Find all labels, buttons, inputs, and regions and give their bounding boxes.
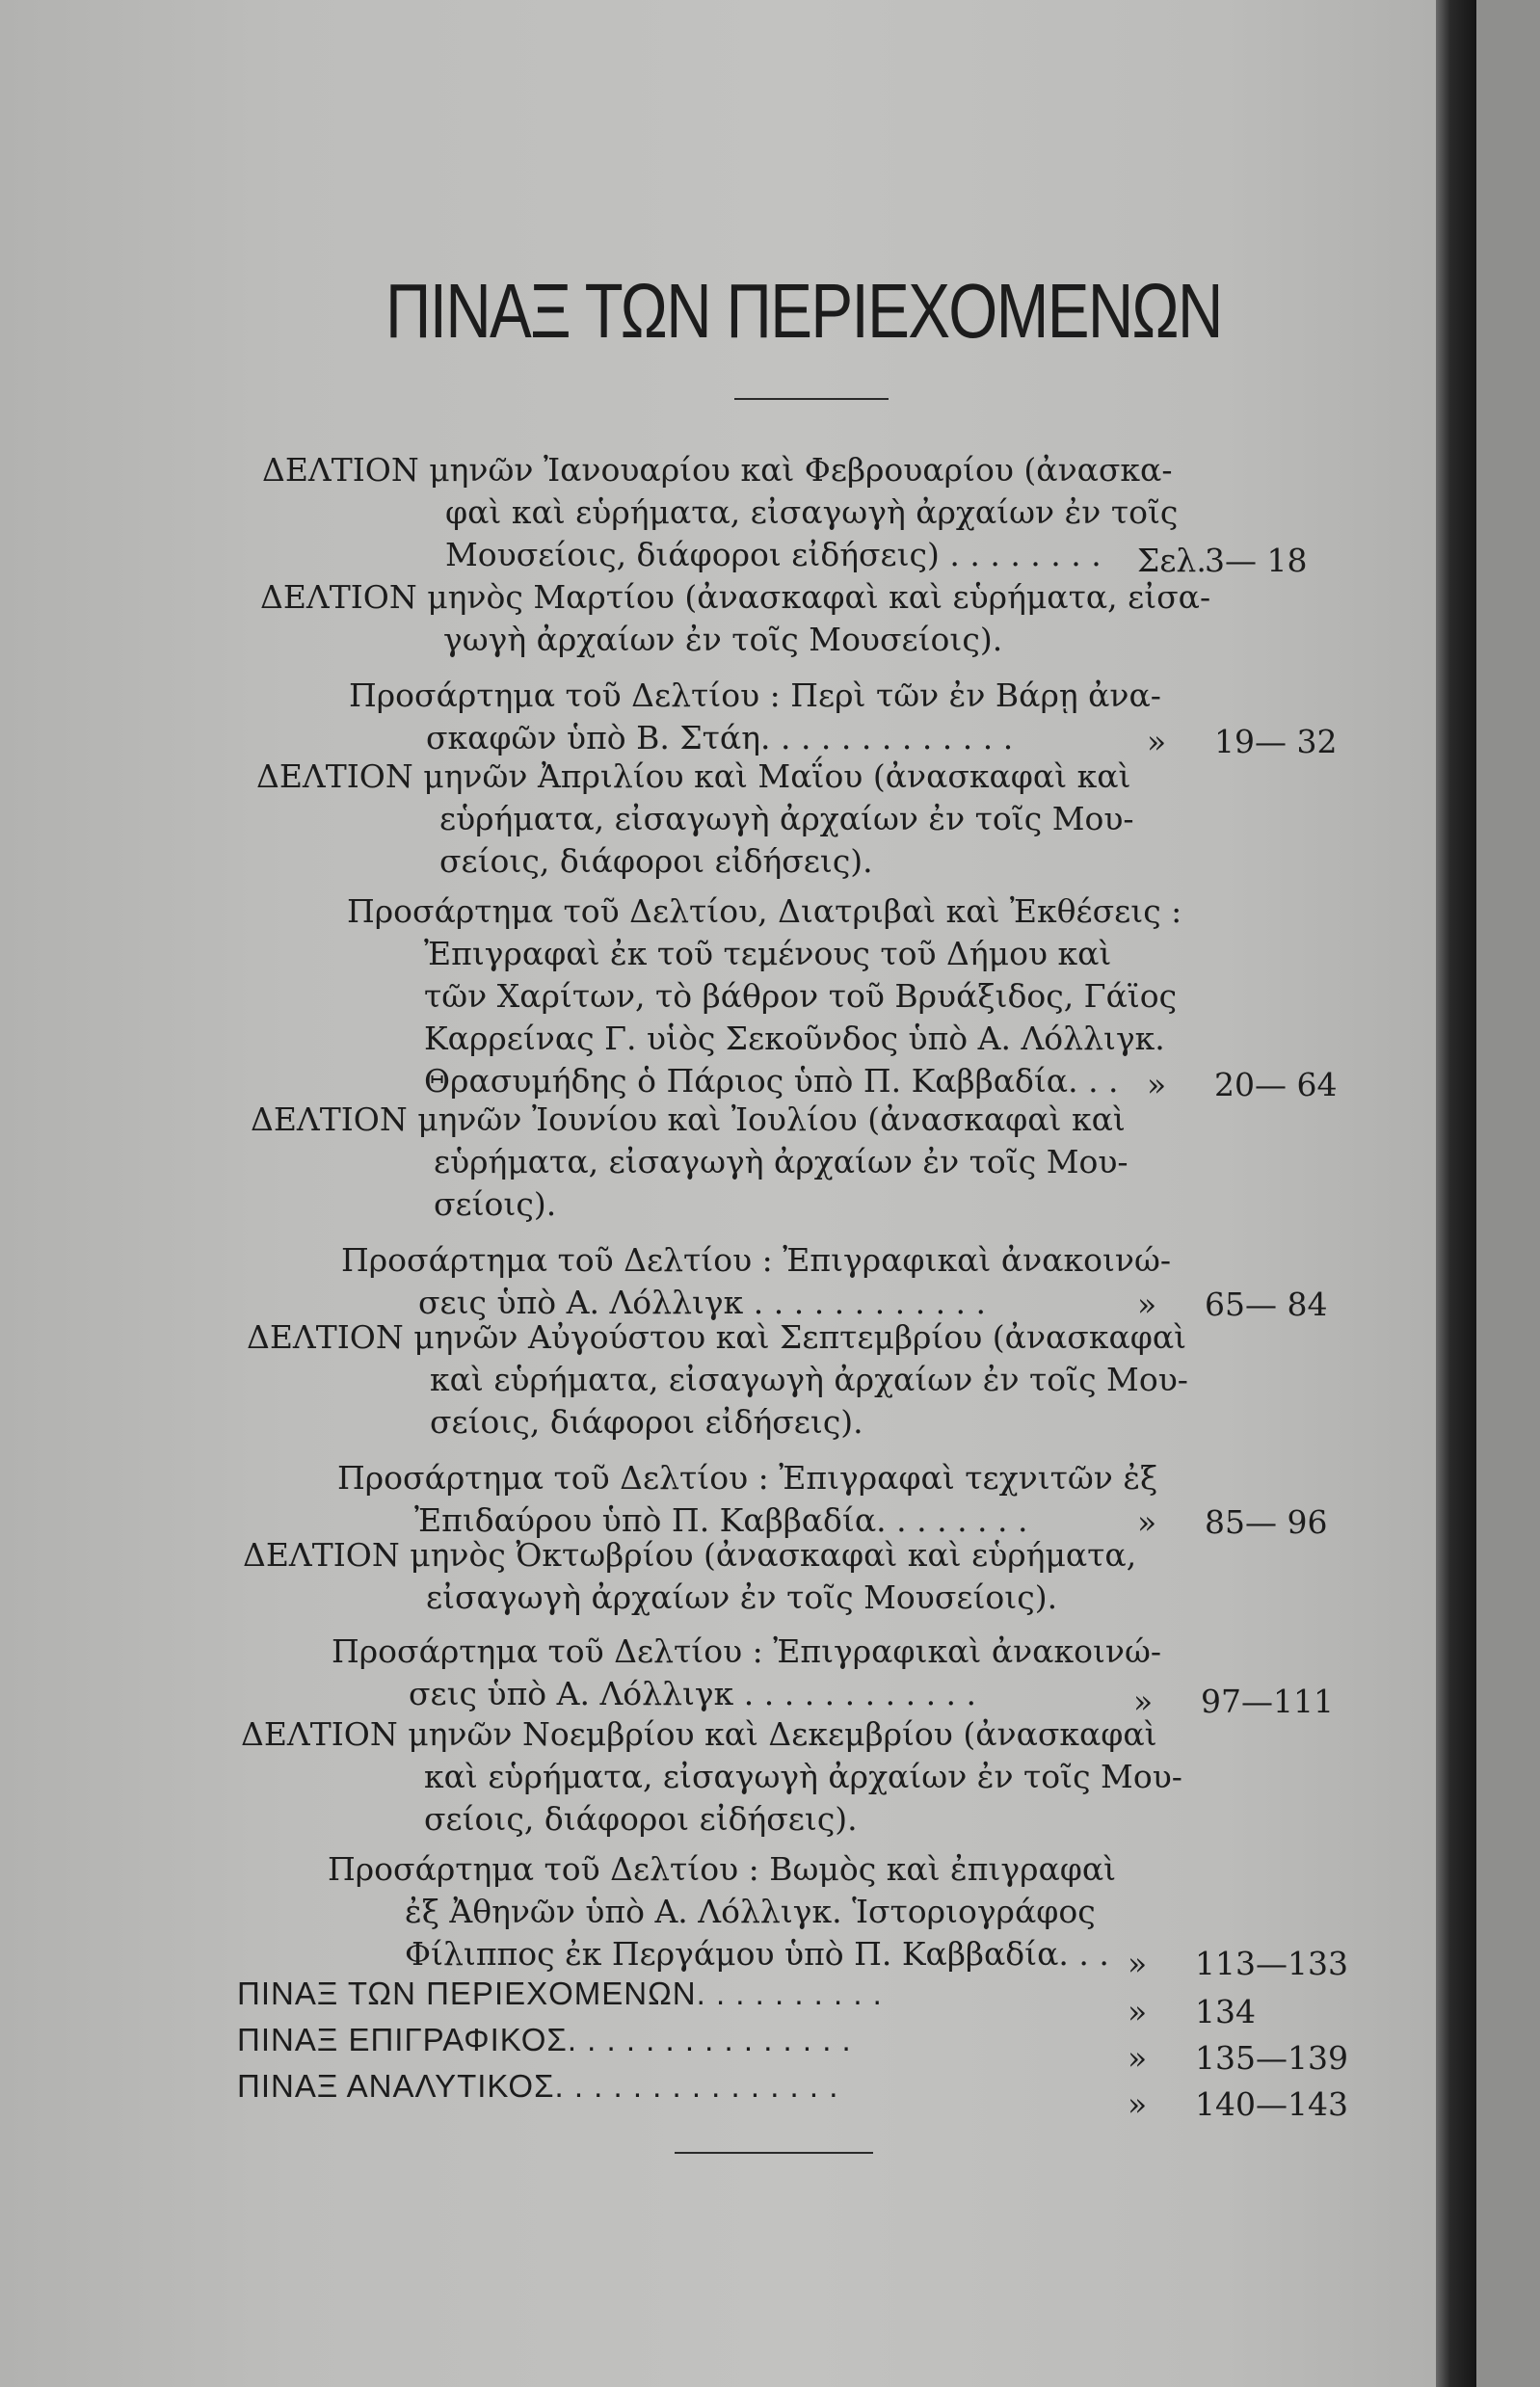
page-numbers: 85— 96 bbox=[1205, 1503, 1328, 1541]
entry-line: Ἐπιγραφαὶ ἐκ τοῦ τεμένους τοῦ Δήμου καὶ bbox=[424, 935, 1112, 972]
entry-line: ΔΕΛΤΙΟΝ μηνὸς Μαρτίου (ἀνασκαφαὶ καὶ εὑρήματα, εἰσα- bbox=[260, 578, 1211, 616]
page-marker: » bbox=[1137, 1503, 1157, 1541]
closing-rule bbox=[675, 2152, 873, 2154]
entry-line: τῶν Χαρίτων, τὸ βάθρον τοῦ Βρυάξιδος, Γάϊος bbox=[424, 977, 1178, 1015]
page-marker: » bbox=[1147, 723, 1167, 760]
entry-line: φαὶ καὶ εὑρήματα, εἰσαγωγὴ ἀρχαίων ἐν τοῖς bbox=[445, 493, 1179, 531]
entry-line: σείοις). bbox=[434, 1185, 557, 1223]
page-range bbox=[1128, 1945, 1348, 1982]
toc-supplement bbox=[349, 675, 1161, 759]
entry-line: Προσάρτημα τοῦ Δελτίου : Περὶ τῶν ἐν Βάρῃ ἀνα- bbox=[349, 676, 1161, 714]
entry-line: Προσάρτημα τοῦ Δελτίου : Βωμὸς καὶ ἐπιγραφαὶ bbox=[328, 1850, 1117, 1888]
toc-entry bbox=[241, 1713, 1182, 1841]
entry-line: Μουσείοις, διάφοροι εἰδήσεις) . . . . . . . . bbox=[445, 536, 1102, 573]
page-marker: » bbox=[1128, 2039, 1148, 2077]
entry-line: σείοις, διάφοροι εἰδήσεις). bbox=[439, 842, 873, 880]
page-marker: » bbox=[1133, 1683, 1154, 1720]
index-entry: ΠΙΝΑΞ ΕΠΙΓΡΑΦΙΚΟΣ. . . . . . . . . . . . . . . bbox=[237, 2022, 852, 2057]
entry-line: ΔΕΛΤΙΟΝ μηνῶν Ἰανουαρίου καὶ Φεβρουαρίου (ἀνασκα- bbox=[262, 451, 1173, 489]
page-numbers: 134 bbox=[1195, 1993, 1256, 2030]
entry-line: Προσάρτημα τοῦ Δελτίου, Διατριβαὶ καὶ Ἐκθέσεις : bbox=[347, 892, 1182, 930]
page-range bbox=[1128, 1993, 1340, 2030]
page-marker: » bbox=[1128, 1945, 1148, 1982]
toc-supplement bbox=[332, 1631, 1161, 1715]
entry-line: Καρρείνας Γ. υἱὸς Σεκοῦνδος ὑπὸ Α. Λόλλιγκ. bbox=[424, 1020, 1165, 1057]
entry-line: ΔΕΛΤΙΟΝ μηνῶν Ἰουνίου καὶ Ἰουλίου (ἀνασκαφαὶ καὶ bbox=[251, 1101, 1126, 1138]
toc-supplement bbox=[328, 1848, 1116, 1976]
toc-entry bbox=[260, 576, 1210, 661]
toc-entry bbox=[262, 449, 1178, 576]
page-numbers: 20— 64 bbox=[1214, 1066, 1338, 1103]
page-range bbox=[1128, 2085, 1348, 2123]
page-marker: » bbox=[1137, 1286, 1157, 1323]
scan-edge bbox=[1476, 0, 1540, 2387]
page-numbers: 65— 84 bbox=[1205, 1286, 1328, 1323]
page-numbers: 3— 18 bbox=[1205, 542, 1308, 579]
entry-line: Προσάρτημα τοῦ Δελτίου : Ἐπιγραφικαὶ ἀνακοινώ- bbox=[332, 1632, 1161, 1670]
page-numbers: 135—139 bbox=[1195, 2039, 1348, 2077]
entry-line: σεις ὑπὸ Α. Λόλλιγκ . . . . . . . . . . . . bbox=[409, 1675, 977, 1712]
page-marker: » bbox=[1128, 2085, 1148, 2123]
entry-line: Προσάρτημα τοῦ Δελτίου : Ἐπιγραφαὶ τεχνιτῶν ἐξ bbox=[337, 1459, 1158, 1497]
toc-entry bbox=[251, 1099, 1128, 1226]
toc-entry bbox=[243, 1534, 1136, 1619]
page-marker: Σελ. bbox=[1137, 542, 1207, 579]
entry-line: καὶ εὑρήματα, εἰσαγωγὴ ἀρχαίων ἐν τοῖς Μου- bbox=[424, 1758, 1182, 1795]
entry-line: ΔΕΛΤΙΟΝ μηνὸς Ὀκτωβρίου (ἀνασκαφαὶ καὶ εὑρήματα, bbox=[243, 1536, 1137, 1574]
entry-line: Φίλιππος ἐκ Περγάμου ὑπὸ Π. Καββαδία. . . bbox=[405, 1935, 1109, 1973]
index-entry: ΠΙΝΑΞ ΑΝΑΛΥΤΙΚΟΣ. . . . . . . . . . . . . . . bbox=[237, 2068, 839, 2104]
entry-line: σεις ὑπὸ Α. Λόλλιγκ . . . . . . . . . . . . bbox=[418, 1284, 987, 1321]
entry-line: Ἐπιδαύρου ὑπὸ Π. Καββαδία. . . . . . . . bbox=[414, 1501, 1028, 1539]
page-numbers: 97—111 bbox=[1201, 1683, 1334, 1720]
entry-line: σκαφῶν ὑπὸ Β. Στάη. . . . . . . . . . . . . bbox=[426, 719, 1014, 756]
entry-line: εὑρήματα, εἰσαγωγὴ ἀρχαίων ἐν τοῖς Μου- bbox=[439, 800, 1134, 837]
index-entry: ΠΙΝΑΞ ΤΩΝ ΠΕΡΙΕΧΟΜΕΝΩΝ. . . . . . . . . . bbox=[237, 1976, 883, 2011]
entry-line: Θρασυμήδης ὁ Πάριος ὑπὸ Π. Καββαδία. . . bbox=[424, 1062, 1119, 1100]
title-rule bbox=[734, 398, 889, 400]
page-range bbox=[1137, 1503, 1349, 1541]
entry-line: καὶ εὑρήματα, εἰσαγωγὴ ἀρχαίων ἐν τοῖς Μου- bbox=[430, 1361, 1188, 1398]
toc-entry bbox=[247, 1316, 1188, 1444]
entry-line: Προσάρτημα τοῦ Δελτίου : Ἐπιγραφικαὶ ἀνακοινώ- bbox=[341, 1241, 1171, 1279]
page-marker: » bbox=[1128, 1993, 1148, 2030]
toc-supplement bbox=[347, 890, 1182, 1102]
toc-supplement bbox=[341, 1239, 1171, 1324]
entry-line: εἰσαγωγὴ ἀρχαίων ἐν τοῖς Μουσείοις). bbox=[426, 1578, 1058, 1616]
entry-line: γωγὴ ἀρχαίων ἐν τοῖς Μουσείοις). bbox=[443, 621, 1003, 658]
entry-line: ἐξ Ἀθηνῶν ὑπὸ Α. Λόλλιγκ. Ἱστοριογράφος bbox=[405, 1893, 1096, 1930]
page-title: ΠΙΝΑΞ ΤΩΝ ΠΕΡΙΕΧΟΜΕΝΩΝ bbox=[385, 268, 1222, 354]
page-numbers: 19— 32 bbox=[1214, 723, 1338, 760]
entry-line: ΔΕΛΤΙΟΝ μηνῶν Ἀπριλίου καὶ Μαΐου (ἀνασκαφαὶ καὶ bbox=[256, 757, 1131, 795]
page-marker: » bbox=[1147, 1066, 1167, 1103]
page-range bbox=[1128, 2039, 1348, 2077]
entry-line: σείοις, διάφοροι εἰδήσεις). bbox=[424, 1800, 858, 1838]
page-range bbox=[1147, 1066, 1359, 1103]
page-range bbox=[1147, 723, 1359, 760]
entry-line: ΔΕΛΤΙΟΝ μηνῶν Νοεμβρίου καὶ Δεκεμβρίου (ἀνασκαφαὶ bbox=[241, 1715, 1157, 1753]
book-gutter bbox=[1436, 0, 1476, 2387]
entry-line: σείοις, διάφοροι εἰδήσεις). bbox=[430, 1403, 863, 1441]
entry-line: εὑρήματα, εἰσαγωγὴ ἀρχαίων ἐν τοῖς Μου- bbox=[434, 1143, 1128, 1180]
toc-entry bbox=[256, 756, 1134, 883]
page-numbers: 113—133 bbox=[1195, 1945, 1348, 1982]
entry-line: ΔΕΛΤΙΟΝ μηνῶν Αὐγούστου καὶ Σεπτεμβρίου (ἀνασκαφαὶ bbox=[247, 1318, 1187, 1356]
page-numbers: 140—143 bbox=[1195, 2085, 1348, 2123]
toc-supplement bbox=[337, 1457, 1157, 1542]
page-range bbox=[1137, 542, 1349, 579]
